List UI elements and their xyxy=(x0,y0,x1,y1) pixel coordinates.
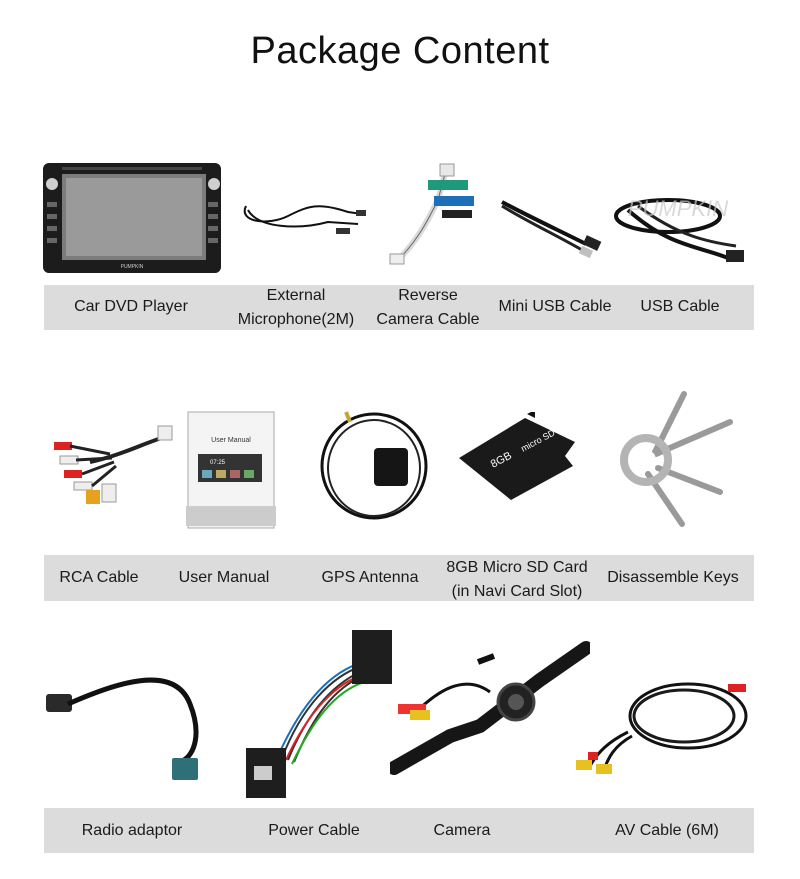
disassemble-keys-image xyxy=(612,388,738,528)
camera-image xyxy=(390,640,590,782)
label-disassemble-keys: Disassemble Keys xyxy=(607,569,739,586)
label-av-cable: AV Cable (6M) xyxy=(615,822,719,839)
label-car-dvd-player: Car DVD Player xyxy=(74,298,188,315)
page-title: Package Content xyxy=(250,30,550,72)
reverse-camera-cable-image xyxy=(388,160,488,266)
watermark-text: PUMPKIN xyxy=(627,196,729,221)
label-camera: Camera xyxy=(433,822,491,839)
label-external-microphone: External Microphone(2M) xyxy=(237,287,355,328)
gps-antenna-image xyxy=(316,408,434,522)
microphone-image xyxy=(238,192,368,242)
usb-cable-image xyxy=(608,186,748,270)
car-dvd-player-image xyxy=(42,162,222,274)
label-micro-sd-card: 8GB Micro SD Card (in Navi Card Slot) xyxy=(446,559,588,600)
av-cable-image xyxy=(568,662,752,780)
sd-brand-text: micro SD HC xyxy=(519,420,571,454)
sd-capacity-text: 8GB xyxy=(488,449,514,471)
rca-cable-image xyxy=(50,422,174,514)
manual-screen-time: 07:25 xyxy=(210,460,226,466)
radio-adaptor-image xyxy=(44,664,210,786)
label-rca-cable: RCA Cable xyxy=(59,569,139,586)
label-reverse-camera-cable: Reverse Camera Cable xyxy=(376,287,480,328)
power-cable-image xyxy=(242,626,400,800)
label-user-manual: User Manual xyxy=(178,569,270,586)
manual-cover-title: User Manual xyxy=(211,437,251,444)
user-manual-image xyxy=(186,410,276,530)
mini-usb-cable-image xyxy=(498,196,604,260)
label-mini-usb-cable: Mini USB Cable xyxy=(498,298,612,315)
label-radio-adaptor: Radio adaptor xyxy=(81,822,183,839)
label-gps-antenna: GPS Antenna xyxy=(321,569,419,586)
svg-text:PUMPKIN: PUMPKIN xyxy=(120,264,144,270)
label-usb-cable: USB Cable xyxy=(640,298,720,315)
label-power-cable: Power Cable xyxy=(268,822,360,839)
micro-sd-card-image xyxy=(455,412,579,502)
